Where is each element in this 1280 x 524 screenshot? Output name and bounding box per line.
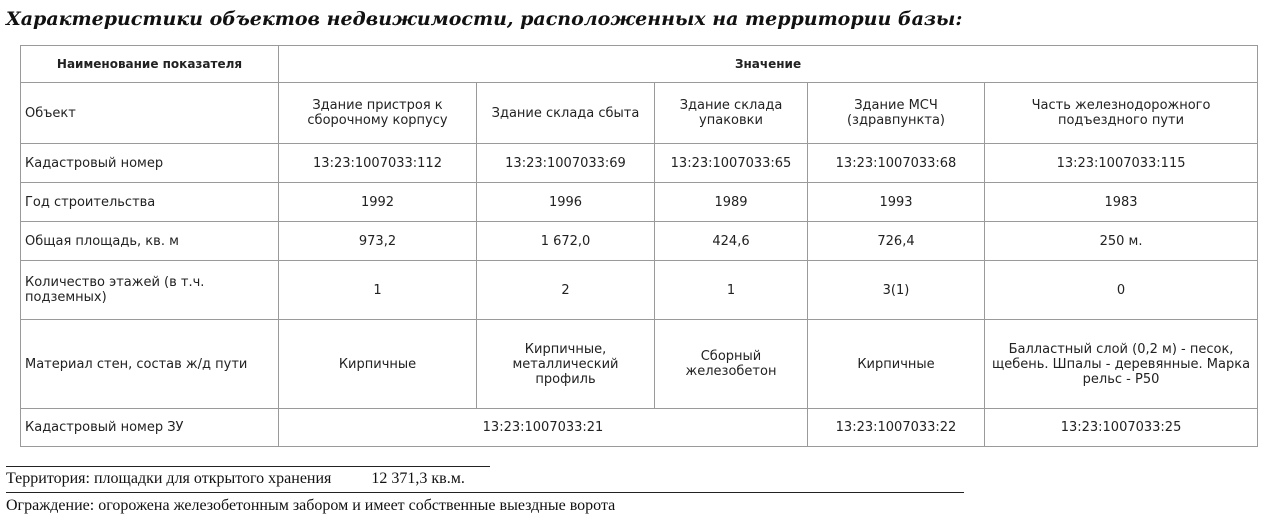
material-cell: Сборный железобетон bbox=[655, 320, 808, 409]
floors-cell: 0 bbox=[985, 261, 1258, 320]
cadastral-cell: 13:23:1007033:112 bbox=[279, 144, 477, 183]
fence-underline bbox=[6, 492, 964, 493]
cadastral-cell: 13:23:1007033:69 bbox=[477, 144, 655, 183]
row-label-object: Объект bbox=[21, 83, 279, 144]
area-cell: 424,6 bbox=[655, 222, 808, 261]
area-cell: 726,4 bbox=[808, 222, 985, 261]
zu-cell: 13:23:1007033:22 bbox=[808, 409, 985, 447]
row-label-zu: Кадастровый номер ЗУ bbox=[21, 409, 279, 447]
row-label-floors: Количество этажей (в т.ч. подземных) bbox=[21, 261, 279, 320]
floors-cell: 1 bbox=[655, 261, 808, 320]
cadastral-cell: 13:23:1007033:115 bbox=[985, 144, 1258, 183]
year-cell: 1989 bbox=[655, 183, 808, 222]
header-value: Значение bbox=[279, 46, 1258, 83]
object-cell: Здание пристроя к сборочному корпусу bbox=[279, 83, 477, 144]
year-cell: 1996 bbox=[477, 183, 655, 222]
table-row-object bbox=[21, 83, 1258, 144]
property-table bbox=[20, 45, 1258, 447]
cadastral-cell: 13:23:1007033:68 bbox=[808, 144, 985, 183]
table-row-cadastral bbox=[21, 144, 1258, 183]
fence-line: Ограждение: огорожена железобетонным забором и имеет собственные выездные ворота bbox=[6, 497, 616, 514]
material-cell: Балластный слой (0,2 м) - песок, щебень. Шпалы - деревянные. Марка рельс - Р50 bbox=[985, 320, 1258, 409]
year-cell: 1993 bbox=[808, 183, 985, 222]
object-cell: Здание склада сбыта bbox=[477, 83, 655, 144]
row-label-area: Общая площадь, кв. м bbox=[21, 222, 279, 261]
object-cell: Здание МСЧ (здравпункта) bbox=[808, 83, 985, 144]
floors-cell: 3(1) bbox=[808, 261, 985, 320]
material-cell: Кирпичные bbox=[808, 320, 985, 409]
zu-cell: 13:23:1007033:25 bbox=[985, 409, 1258, 447]
territory-line bbox=[6, 470, 465, 488]
row-label-material: Материал стен, состав ж/д пути bbox=[21, 320, 279, 409]
floors-cell: 1 bbox=[279, 261, 477, 320]
table-row-material bbox=[21, 320, 1258, 409]
table-row-zu bbox=[21, 409, 1258, 447]
area-cell: 973,2 bbox=[279, 222, 477, 261]
material-cell: Кирпичные, металлический профиль bbox=[477, 320, 655, 409]
territory-underline bbox=[6, 466, 490, 467]
territory-label: Территория: площадки для открытого хранения bbox=[6, 470, 332, 487]
table-row-floors bbox=[21, 261, 1258, 320]
area-cell: 1 672,0 bbox=[477, 222, 655, 261]
zu-cell: 13:23:1007033:21 bbox=[279, 409, 808, 447]
object-cell: Часть железнодорожного подъездного пути bbox=[985, 83, 1258, 144]
area-cell: 250 м. bbox=[985, 222, 1258, 261]
territory-area: 12 371,3 кв.м. bbox=[371, 470, 465, 487]
table-row-area bbox=[21, 222, 1258, 261]
object-cell: Здание склада упаковки bbox=[655, 83, 808, 144]
row-label-year: Год строительства bbox=[21, 183, 279, 222]
table-header-row bbox=[21, 46, 1258, 83]
cadastral-cell: 13:23:1007033:65 bbox=[655, 144, 808, 183]
material-cell: Кирпичные bbox=[279, 320, 477, 409]
year-cell: 1983 bbox=[985, 183, 1258, 222]
year-cell: 1992 bbox=[279, 183, 477, 222]
header-indicator-name: Наименование показателя bbox=[21, 46, 279, 83]
row-label-cadastral: Кадастровый номер bbox=[21, 144, 279, 183]
table-row-year bbox=[21, 183, 1258, 222]
floors-cell: 2 bbox=[477, 261, 655, 320]
section-title: Характеристики объектов недвижимости, расположенных на территории базы: bbox=[6, 8, 963, 30]
